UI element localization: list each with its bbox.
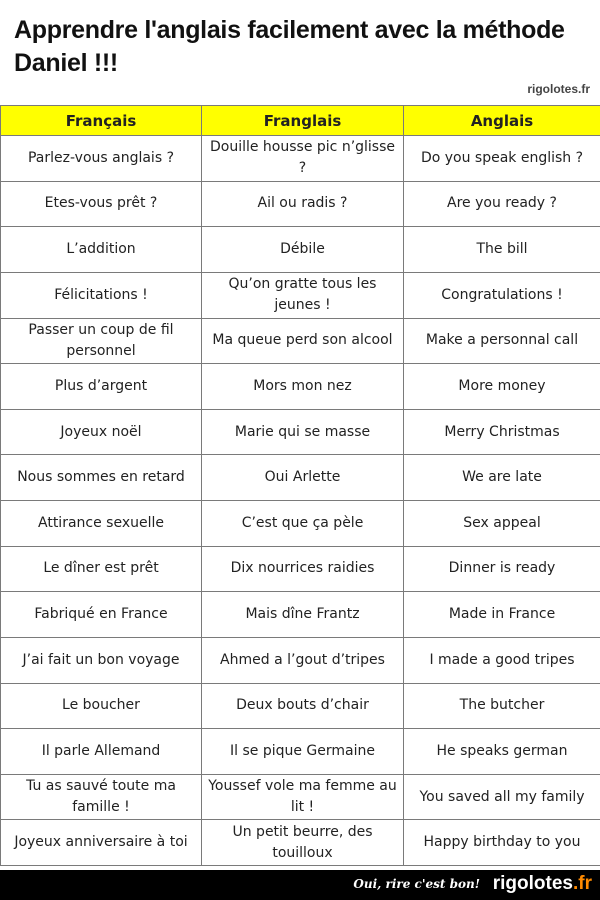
brand-main: rigolotes [492, 873, 573, 894]
cell-franglais: Douille housse pic n’glisse ? [202, 136, 404, 182]
table-row [1, 181, 600, 227]
cell-anglais: He speaks german [404, 729, 600, 775]
table-row [1, 227, 600, 273]
watermark: rigolotes.fr [527, 82, 590, 96]
cell-franglais: Qu’on gratte tous les jeunes ! [202, 272, 404, 318]
table-row [1, 637, 600, 683]
cell-anglais: We are late [404, 455, 600, 501]
cell-anglais: Are you ready ? [404, 181, 600, 227]
cell-anglais: Do you speak english ? [404, 136, 600, 182]
header-anglais: Anglais [404, 106, 600, 136]
header-francais: Français [1, 106, 202, 136]
table-row [1, 455, 600, 501]
table-row [1, 409, 600, 455]
cell-franglais: Ahmed a l’gout d’tripes [202, 637, 404, 683]
cell-franglais: Ail ou radis ? [202, 181, 404, 227]
cell-francais: Le boucher [1, 683, 202, 729]
cell-franglais: Marie qui se masse [202, 409, 404, 455]
cell-anglais: Make a personnal call [404, 318, 600, 364]
cell-franglais: Un petit beurre, des touilloux [202, 820, 404, 866]
cell-anglais: More money [404, 364, 600, 410]
cell-franglais: Dix nourrices raidies [202, 546, 404, 592]
cell-francais: J’ai fait un bon voyage [1, 637, 202, 683]
header-franglais: Franglais [202, 106, 404, 136]
cell-francais: Attirance sexuelle [1, 501, 202, 547]
cell-francais: Fabriqué en France [1, 592, 202, 638]
table-row [1, 820, 600, 866]
cell-francais: Félicitations ! [1, 272, 202, 318]
cell-franglais: Oui Arlette [202, 455, 404, 501]
cell-francais: Parlez-vous anglais ? [1, 136, 202, 182]
footer-bar [0, 870, 600, 900]
cell-anglais: Congratulations ! [404, 272, 600, 318]
cell-francais: L’addition [1, 227, 202, 273]
footer-brand-logo [493, 873, 592, 895]
page-title: Apprendre l'anglais facilement avec la méthode Daniel !!! [14, 16, 565, 77]
cell-francais: Joyeux anniversaire à toi [1, 820, 202, 866]
cell-franglais: Mais dîne Frantz [202, 592, 404, 638]
footer-tagline: Oui, rire c'est bon! [353, 877, 480, 891]
cell-francais: Le dîner est prêt [1, 546, 202, 592]
cell-francais: Etes-vous prêt ? [1, 181, 202, 227]
cell-francais: Il parle Allemand [1, 729, 202, 775]
cell-franglais: Il se pique Germaine [202, 729, 404, 775]
cell-anglais: Merry Christmas [404, 409, 600, 455]
translation-table [0, 105, 600, 866]
cell-anglais: Sex appeal [404, 501, 600, 547]
table-header-row [1, 106, 600, 136]
table-row [1, 272, 600, 318]
cell-francais: Plus d’argent [1, 364, 202, 410]
table-row [1, 136, 600, 182]
cell-francais: Joyeux noël [1, 409, 202, 455]
cell-anglais: I made a good tripes [404, 637, 600, 683]
cell-francais: Tu as sauvé toute ma famille ! [1, 774, 202, 820]
cell-anglais: You saved all my family [404, 774, 600, 820]
table-row [1, 683, 600, 729]
cell-franglais: Ma queue perd son alcool [202, 318, 404, 364]
cell-francais: Nous sommes en retard [1, 455, 202, 501]
table-row [1, 501, 600, 547]
cell-anglais: Made in France [404, 592, 600, 638]
brand-dot: . [572, 873, 579, 894]
cell-franglais: Mors mon nez [202, 364, 404, 410]
cell-anglais: The butcher [404, 683, 600, 729]
cell-franglais: Débile [202, 227, 404, 273]
table-row [1, 364, 600, 410]
table-row [1, 318, 600, 364]
table-row [1, 774, 600, 820]
brand-tld: fr [578, 873, 592, 894]
cell-francais: Passer un coup de fil personnel [1, 318, 202, 364]
table-row [1, 546, 600, 592]
cell-franglais: C’est que ça pèle [202, 501, 404, 547]
cell-anglais: Dinner is ready [404, 546, 600, 592]
cell-franglais: Deux bouts d’chair [202, 683, 404, 729]
table-row [1, 592, 600, 638]
cell-franglais: Youssef vole ma femme au lit ! [202, 774, 404, 820]
table-row [1, 729, 600, 775]
cell-anglais: The bill [404, 227, 600, 273]
cell-anglais: Happy birthday to you [404, 820, 600, 866]
